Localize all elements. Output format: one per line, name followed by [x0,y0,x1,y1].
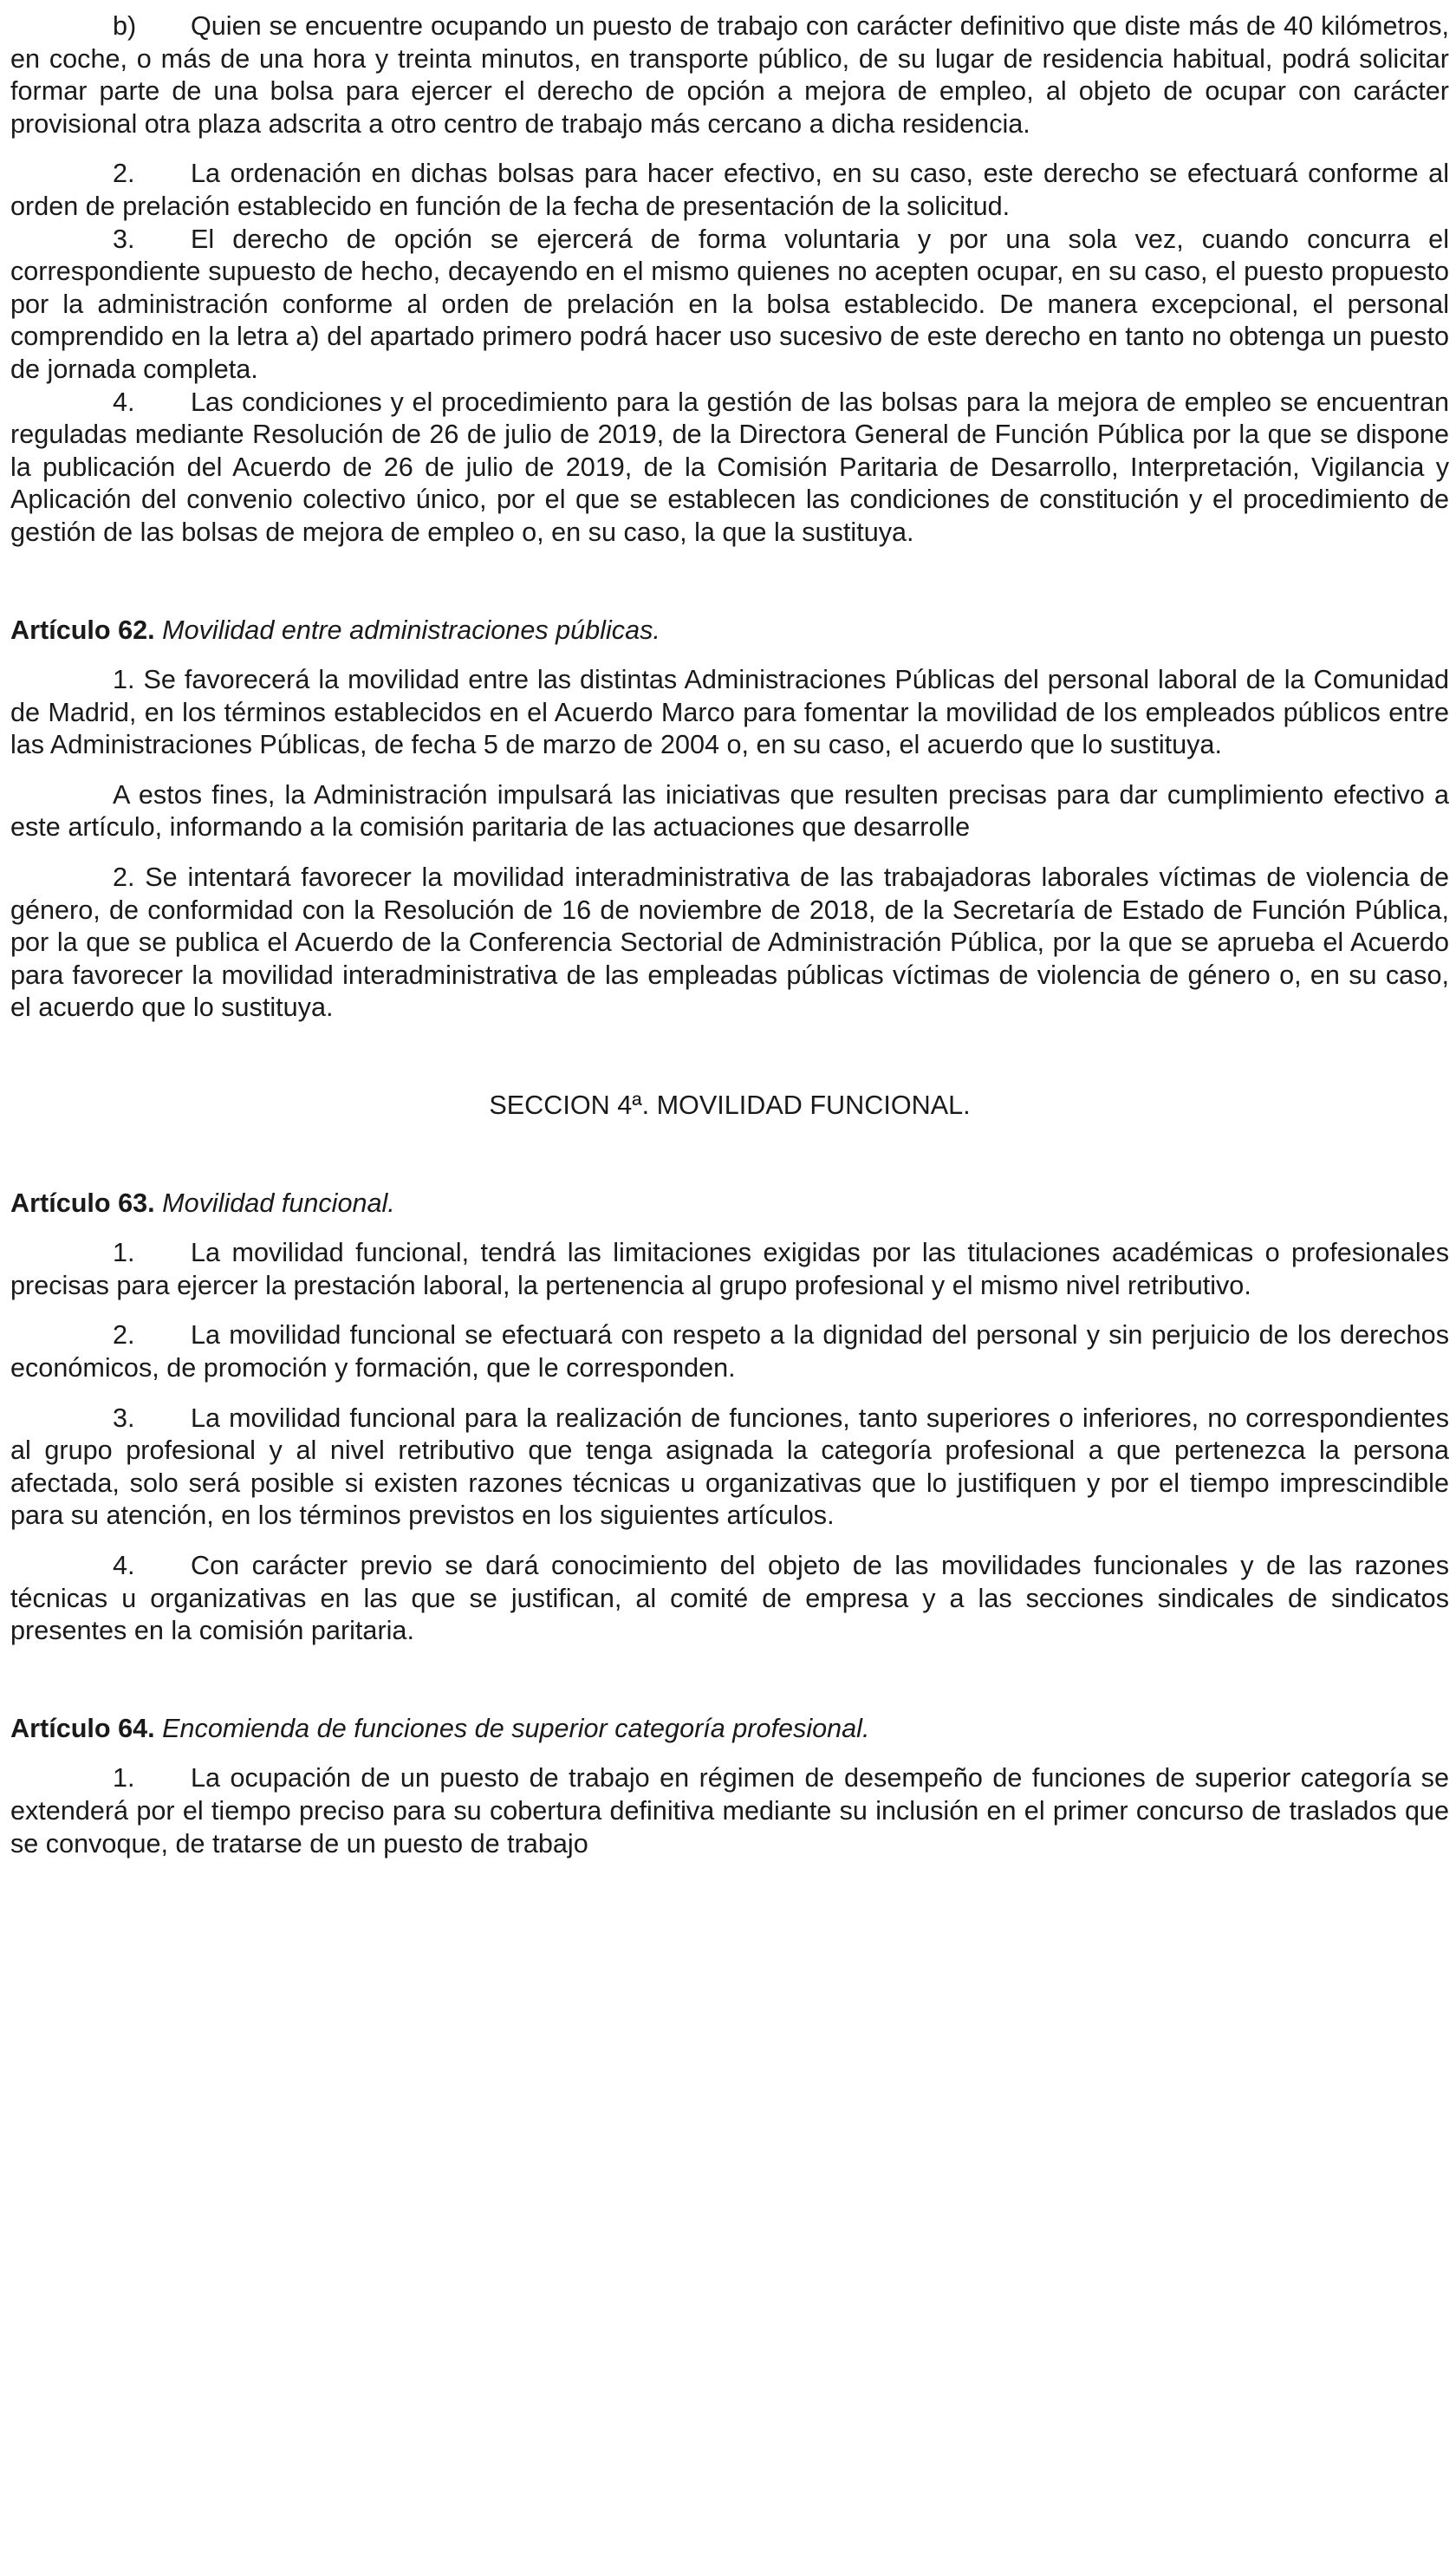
article-62-paragraph-2: 2. Se intentará favorecer la movilidad interadministrativa de las trabajadoras laborales víctimas de violencia de género, de conformidad con la Resolución de 16 de noviembre de 2018, de la Secretaría de Estado de Función Pública, por la que se publica el Acuerdo de la Conferencia Sectorial de Administración Pública, por la que se aprueba el Acuerdo para favorecer la movilidad interadministrativa de las empleadas públicas víctimas de violencia de género o, en su caso, el acuerdo que lo sustituya. [10,863,1449,1023]
paragraph-number: 2. [113,1320,135,1351]
article-title: Encomienda de funciones de superior categoría profesional. [162,1713,870,1743]
article-63-heading [10,1188,1449,1221]
article-63-paragraph-2 [10,1319,1449,1384]
article-title: Movilidad entre administraciones públicas. [162,615,660,645]
paragraph-number: 1. [113,1238,135,1268]
paragraph-text: La ocupación de un puesto de trabajo en régimen de desempeño de funciones de superior categoría se extenderá por el tiempo preciso para su cobertura definitiva mediante su inclusión en el primer concurso de traslados que se convoque, de tratarse de un puesto de trabajo [10,1763,1449,1859]
article-64-paragraph-1 [10,1762,1449,1860]
item-label: b) [113,11,137,41]
article-63-paragraph-1 [10,1237,1449,1302]
article-62-paragraph-1: 1. Se favorecerá la movilidad entre las distintas Administraciones Públicas del personal laboral de la Comunidad de Madrid, en los términos establecidos en el Acuerdo Marco para fomentar la movilidad de los empleados públicos entre las Administraciones Públicas, de fecha 5 de marzo de 2004 o, en su caso, el acuerdo que lo sustituya. [10,665,1449,760]
paragraph-text: El derecho de opción se ejercerá de forma voluntaria y por una sola vez, cuando concurra el correspondiente supuesto de hecho, decayendo en el mismo quienes no acepten ocupar, en su caso, el puesto propuesto por la administración conforme al orden de prelación en la bolsa establecido. De manera excepcional, el personal comprendido en la letra a) del apartado primero podrá hacer uso sucesivo de este derecho en tanto no obtenga un puesto de jornada completa. [10,224,1449,384]
paragraph-text: La movilidad funcional para la realización de funciones, tanto superiores o inferiores, no correspondientes al grupo profesional y al nivel retributivo que tenga asignada la categoría profesional a que pertenezca la persona afectada, solo será posible si existen razones técnicas u organizativas que lo justifiquen y por el tiempo imprescindible para su atención, en los términos previstos en los siguientes artículos. [10,1403,1449,1531]
article-62-paragraph-1b: A estos fines, la Administración impulsará las iniciativas que resulten precisas para dar cumplimiento efectivo a este artículo, informando a la comisión paritaria de las actuaciones que desarrolle [10,779,1449,843]
paragraph-4 [10,387,1449,550]
article-64-heading [10,1713,1449,1746]
article-label: Artículo 62. [10,615,155,645]
paragraph-text: La movilidad funcional, tendrá las limitaciones exigidas por las titulaciones académicas o profesionales precisas para ejercer la prestación laboral, la pertenencia al grupo profesional y el mismo nivel retributivo. [10,1238,1449,1300]
paragraph-text: Las condiciones y el procedimiento para la gestión de las bolsas para la mejora de empleo se encuentran reguladas mediante Resolución de 26 de julio de 2019, de la Directora General de Función Pública por la que se dispone la publicación del Acuerdo de 26 de julio de 2019, de la Comisión Paritaria de Desarrollo, Interpretación, Vigilancia y Aplicación del convenio colectivo único, por el que se establecen las condiciones de constitución y el procedimiento de gestión de las bolsas de mejora de empleo o, en su caso, la que la sustituya. [10,387,1449,547]
article-title: Movilidad funcional. [162,1188,395,1218]
paragraph-2 [10,158,1449,223]
paragraph-number: 3. [113,1403,135,1433]
paragraph-3 [10,224,1449,387]
article-62-heading [10,615,1449,648]
paragraph-number: 2. [113,159,135,189]
paragraph-text: La ordenación en dichas bolsas para hacer efectivo, en su caso, este derecho se efectuará conforme al orden de prelación establecido en función de la fecha de presentación de la solicitud. [10,159,1449,221]
article-label: Artículo 64. [10,1713,155,1743]
article-label: Artículo 63. [10,1188,155,1218]
list-item-b [10,10,1449,140]
paragraph-number: 4. [113,1550,135,1580]
paragraph-number: 1. [113,1763,135,1794]
article-63-paragraph-4 [10,1550,1449,1648]
paragraph-text: La movilidad funcional se efectuará con respeto a la dignidad del personal y sin perjuicio de los derechos económicos, de promoción y formación, que le corresponden. [10,1320,1449,1383]
paragraph-number: 4. [113,387,135,417]
document-page [10,10,1449,1860]
paragraph-text: Con carácter previo se dará conocimiento del objeto de las movilidades funcionales y de las razones técnicas u organizativas en las que se justifican, al comité de empresa y a las secciones sindicales de sindicatos presentes en la comisión paritaria. [10,1550,1449,1646]
section-heading: SECCION 4ª. MOVILIDAD FUNCIONAL. [489,1090,971,1121]
item-text: Quien se encuentre ocupando un puesto de trabajo con carácter definitivo que diste más de 40 kilómetros, en coche, o más de una hora y treinta minutos, en transporte público, de su lugar de residencia habitual, podrá solicitar formar parte de una bolsa para ejercer el derecho de opción a mejora de empleo, al objeto de ocupar con carácter provisional otra plaza adscrita a otro centro de trabajo más cercano a dicha residencia. [10,11,1449,139]
article-63-paragraph-3 [10,1403,1449,1533]
paragraph-number: 3. [113,224,135,254]
